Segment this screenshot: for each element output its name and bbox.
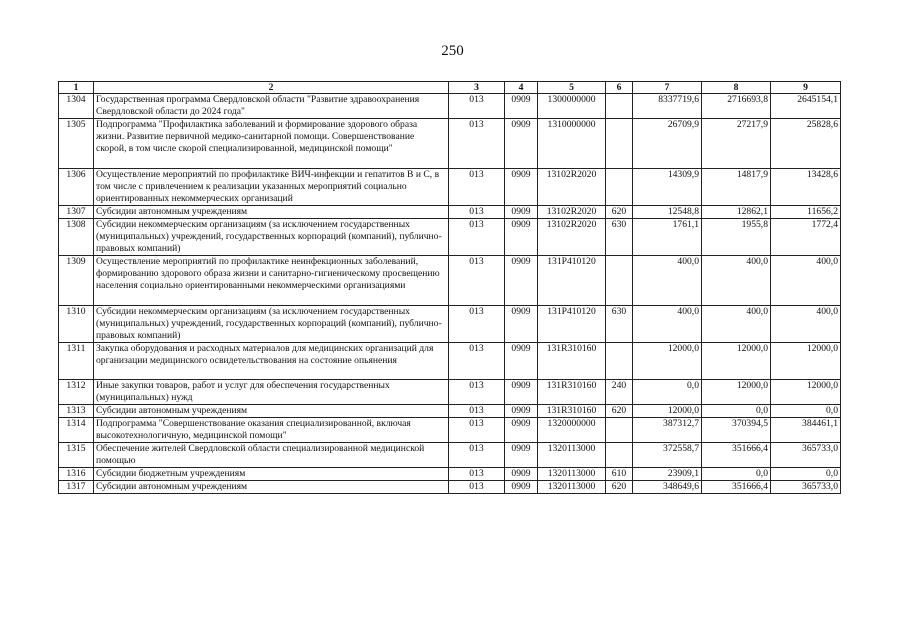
target-code-cell: 1300000000 — [538, 94, 606, 119]
expense-type-cell — [606, 119, 633, 169]
target-code-cell: 131R310160 — [538, 343, 606, 380]
amount-col9-cell: 365733,0 — [771, 481, 841, 494]
target-code-cell: 131P410120 — [538, 306, 606, 343]
ministry-code-cell: 013 — [449, 443, 505, 468]
expense-type-cell — [606, 343, 633, 380]
table-row — [59, 405, 841, 418]
target-code-cell: 13102R2020 — [538, 219, 606, 256]
amount-col7-cell: 12548,8 — [633, 206, 702, 219]
amount-col9-cell: 11656,2 — [771, 206, 841, 219]
item-name-cell: Субсидии бюджетным учреждениям — [94, 468, 449, 481]
section-code-cell: 0909 — [505, 481, 538, 494]
amount-col7-cell: 372558,7 — [633, 443, 702, 468]
amount-col7-cell: 14309,9 — [633, 169, 702, 206]
amount-col9-cell: 365733,0 — [771, 443, 841, 468]
expense-type-cell: 630 — [606, 219, 633, 256]
amount-col7-cell: 348649,6 — [633, 481, 702, 494]
amount-col7-cell: 1761,1 — [633, 219, 702, 256]
expense-type-cell — [606, 256, 633, 306]
column-header: 1 — [59, 82, 94, 94]
amount-col9-cell: 0,0 — [771, 405, 841, 418]
section-code-cell: 0909 — [505, 443, 538, 468]
ministry-code-cell: 013 — [449, 119, 505, 169]
row-number-cell: 1311 — [59, 343, 94, 380]
ministry-code-cell: 013 — [449, 481, 505, 494]
section-code-cell: 0909 — [505, 169, 538, 206]
expense-type-cell — [606, 418, 633, 443]
amount-col8-cell: 2716693,8 — [702, 94, 771, 119]
column-header: 6 — [606, 82, 633, 94]
target-code-cell: 131R310160 — [538, 380, 606, 405]
item-name-cell: Подпрограмма "Профилактика заболеваний и формирование здорового образа жизни. Развитие первичной медико-санитарной помощи. Совершенствование скорой, в том числе скорой специализированной, медицинской помощи" — [94, 119, 449, 169]
section-code-cell: 0909 — [505, 343, 538, 380]
expense-type-cell: 630 — [606, 306, 633, 343]
row-number-cell: 1313 — [59, 405, 94, 418]
item-name-cell: Государственная программа Свердловской области "Развитие здравоохранения Свердловской области до 2024 года" — [94, 94, 449, 119]
amount-col8-cell: 400,0 — [702, 306, 771, 343]
amount-col7-cell: 0,0 — [633, 380, 702, 405]
amount-col7-cell: 400,0 — [633, 306, 702, 343]
target-code-cell: 13102R2020 — [538, 206, 606, 219]
ministry-code-cell: 013 — [449, 169, 505, 206]
amount-col9-cell: 13428,6 — [771, 169, 841, 206]
column-header: 5 — [538, 82, 606, 94]
amount-col7-cell: 26709,9 — [633, 119, 702, 169]
amount-col9-cell: 25828,6 — [771, 119, 841, 169]
expense-type-cell: 610 — [606, 468, 633, 481]
column-header: 9 — [771, 82, 841, 94]
table-row — [59, 380, 841, 405]
amount-col8-cell: 12000,0 — [702, 380, 771, 405]
amount-col7-cell: 23909,1 — [633, 468, 702, 481]
amount-col9-cell: 0,0 — [771, 468, 841, 481]
budget-table — [58, 81, 841, 494]
amount-col8-cell: 351666,4 — [702, 481, 771, 494]
amount-col7-cell: 12000,0 — [633, 343, 702, 380]
row-number-cell: 1314 — [59, 418, 94, 443]
amount-col9-cell: 1772,4 — [771, 219, 841, 256]
amount-col9-cell: 384461,1 — [771, 418, 841, 443]
amount-col8-cell: 370394,5 — [702, 418, 771, 443]
expense-type-cell — [606, 169, 633, 206]
section-code-cell: 0909 — [505, 219, 538, 256]
item-name-cell: Субсидии автономным учреждениям — [94, 405, 449, 418]
amount-col8-cell: 0,0 — [702, 468, 771, 481]
ministry-code-cell: 013 — [449, 418, 505, 443]
row-number-cell: 1317 — [59, 481, 94, 494]
column-header: 3 — [449, 82, 505, 94]
section-code-cell: 0909 — [505, 380, 538, 405]
row-number-cell: 1308 — [59, 219, 94, 256]
column-header: 2 — [94, 82, 449, 94]
amount-col9-cell: 400,0 — [771, 256, 841, 306]
target-code-cell: 131R310160 — [538, 405, 606, 418]
ministry-code-cell: 013 — [449, 405, 505, 418]
row-number-cell: 1306 — [59, 169, 94, 206]
page-number: 250 — [441, 43, 464, 59]
expense-type-cell — [606, 94, 633, 119]
ministry-code-cell: 013 — [449, 380, 505, 405]
item-name-cell: Осуществление мероприятий по профилактике неинфекционных заболеваний, формированию здорового образа жизни и санитарно-гигиеническому просвещению населения социально ориентированными некоммерческими организациями — [94, 256, 449, 306]
section-code-cell: 0909 — [505, 418, 538, 443]
section-code-cell: 0909 — [505, 119, 538, 169]
target-code-cell: 1320113000 — [538, 468, 606, 481]
expense-type-cell: 240 — [606, 380, 633, 405]
item-name-cell: Подпрограмма "Совершенствование оказания специализированной, включая высокотехнологичную, медицинской помощи" — [94, 418, 449, 443]
table-row — [59, 219, 841, 256]
expense-type-cell: 620 — [606, 481, 633, 494]
amount-col9-cell: 12000,0 — [771, 380, 841, 405]
table-row — [59, 306, 841, 343]
amount-col8-cell: 400,0 — [702, 256, 771, 306]
amount-col9-cell: 2645154,1 — [771, 94, 841, 119]
ministry-code-cell: 013 — [449, 206, 505, 219]
row-number-cell: 1305 — [59, 119, 94, 169]
amount-col8-cell: 1955,8 — [702, 219, 771, 256]
amount-col8-cell: 14817,9 — [702, 169, 771, 206]
amount-col8-cell: 27217,9 — [702, 119, 771, 169]
row-number-cell: 1310 — [59, 306, 94, 343]
column-header: 7 — [633, 82, 702, 94]
amount-col7-cell: 400,0 — [633, 256, 702, 306]
row-number-cell: 1315 — [59, 443, 94, 468]
item-name-cell: Осуществление мероприятий по профилактике ВИЧ-инфекции и гепатитов В и С, в том числе с привлечением к реализации указанных мероприятий социально ориентированных некоммерческих организаций — [94, 169, 449, 206]
target-code-cell: 1320113000 — [538, 481, 606, 494]
item-name-cell: Субсидии некоммерческим организациям (за исключением государственных (муниципальных) учреждений, государственных корпораций (компаний), публично-правовых компаний) — [94, 306, 449, 343]
ministry-code-cell: 013 — [449, 219, 505, 256]
ministry-code-cell: 013 — [449, 256, 505, 306]
amount-col8-cell: 12000,0 — [702, 343, 771, 380]
table-row — [59, 169, 841, 206]
item-name-cell: Субсидии автономным учреждениям — [94, 481, 449, 494]
amount-col8-cell: 351666,4 — [702, 443, 771, 468]
section-code-cell: 0909 — [505, 405, 538, 418]
ministry-code-cell: 013 — [449, 343, 505, 380]
column-header: 8 — [702, 82, 771, 94]
amount-col7-cell: 8337719,6 — [633, 94, 702, 119]
row-number-cell: 1312 — [59, 380, 94, 405]
target-code-cell: 1320113000 — [538, 443, 606, 468]
row-number-cell: 1316 — [59, 468, 94, 481]
section-code-cell: 0909 — [505, 206, 538, 219]
target-code-cell: 13102R2020 — [538, 169, 606, 206]
header-row — [59, 82, 841, 94]
amount-col8-cell: 0,0 — [702, 405, 771, 418]
item-name-cell: Субсидии автономным учреждениям — [94, 206, 449, 219]
target-code-cell: 1310000000 — [538, 119, 606, 169]
expense-type-cell: 620 — [606, 405, 633, 418]
amount-col8-cell: 12862,1 — [702, 206, 771, 219]
target-code-cell: 1320000000 — [538, 418, 606, 443]
row-number-cell: 1309 — [59, 256, 94, 306]
table-row — [59, 468, 841, 481]
section-code-cell: 0909 — [505, 306, 538, 343]
item-name-cell: Иные закупки товаров, работ и услуг для обеспечения государственных (муниципальных) нужд — [94, 380, 449, 405]
row-number-cell: 1304 — [59, 94, 94, 119]
section-code-cell: 0909 — [505, 94, 538, 119]
item-name-cell: Закупка оборудования и расходных материалов для медицинских организаций для организации медицинского освидетельствования на состояние опьянения — [94, 343, 449, 380]
amount-col9-cell: 400,0 — [771, 306, 841, 343]
amount-col7-cell: 12000,0 — [633, 405, 702, 418]
table-row — [59, 206, 841, 219]
section-code-cell: 0909 — [505, 468, 538, 481]
table-row — [59, 119, 841, 169]
table-row — [59, 481, 841, 494]
column-header: 4 — [505, 82, 538, 94]
expense-type-cell — [606, 443, 633, 468]
table-row — [59, 94, 841, 119]
target-code-cell: 131P410120 — [538, 256, 606, 306]
ministry-code-cell: 013 — [449, 94, 505, 119]
amount-col9-cell: 12000,0 — [771, 343, 841, 380]
table-row — [59, 443, 841, 468]
table-row — [59, 418, 841, 443]
amount-col7-cell: 387312,7 — [633, 418, 702, 443]
expense-type-cell: 620 — [606, 206, 633, 219]
item-name-cell: Субсидии некоммерческим организациям (за исключением государственных (муниципальных) учреждений, государственных корпораций (компаний), публично-правовых компаний) — [94, 219, 449, 256]
table-row — [59, 256, 841, 306]
section-code-cell: 0909 — [505, 256, 538, 306]
table-body — [59, 94, 841, 494]
row-number-cell: 1307 — [59, 206, 94, 219]
table-row — [59, 343, 841, 380]
ministry-code-cell: 013 — [449, 306, 505, 343]
ministry-code-cell: 013 — [449, 468, 505, 481]
item-name-cell: Обеспечение жителей Свердловской области специализированной медицинской помощью — [94, 443, 449, 468]
